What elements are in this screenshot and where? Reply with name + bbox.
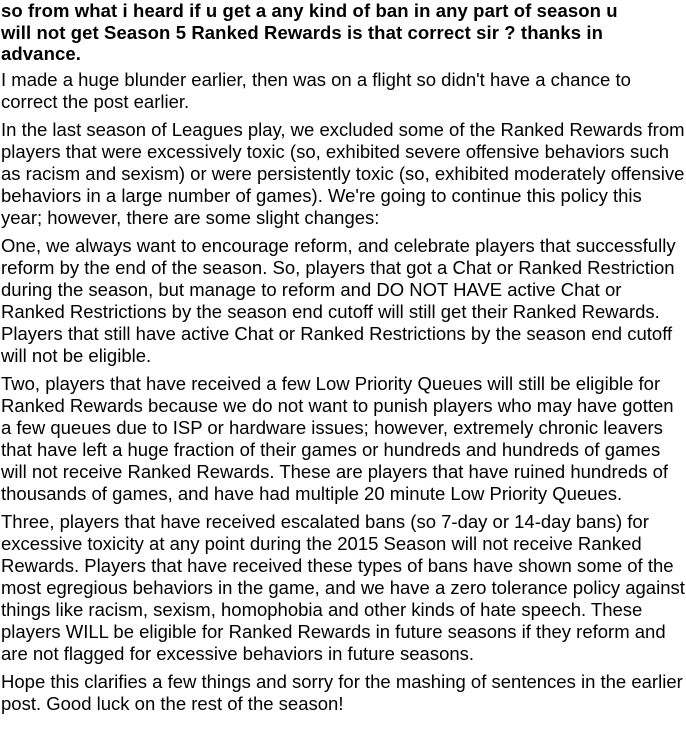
answer-paragraph-policy-intro: In the last season of Leagues play, we excluded some of the Ranked Rewards from players that were excessively toxic (so, exhibited severe offensive behaviors such as racism and sexism) or were persistently toxic (so, exhibited moderately offensive behaviors in a large number of games). We're going to continue this policy this year; however, there are some slight changes:: [1, 118, 685, 228]
post-question-title: so from what i heard if u get a any kind of ban in any part of season u will not get Season 5 Ranked Rewards is that correct sir ? thanks in advance.: [1, 0, 618, 64]
answer-paragraph-closing: Hope this clarifies a few things and sorry for the mashing of sentences in the earlier post. Good luck on the rest of the season!: [1, 670, 683, 714]
answer-paragraph-escalated-bans: Three, players that have received escalated bans (so 7-day or 14-day bans) for excessive toxicity at any point during the 2015 Season will not receive Ranked Rewards. Players that have received these types of bans have shown some of the most egregious behaviors in the game, and we have a zero tolerance policy against things like racism, sexism, homophobia and other kinds of hate speech. These players WILL be eligible for Ranked Rewards in future seasons if they reform and are not flagged for excessive behaviors in future seasons.: [1, 510, 685, 664]
answer-paragraph-low-priority: Two, players that have received a few Low Priority Queues will still be eligible for Ranked Rewards because we do not want to punish players who may have gotten a few queues due to ISP or hardware issues; however, extremely chronic leavers that have left a huge fraction of their games or hundreds and hundreds of games will not receive Ranked Rewards. These are players that have ruined hundreds of thousands of games, and have had multiple 20 minute Low Priority Queues.: [1, 372, 674, 504]
answer-paragraph-correction: I made a huge blunder earlier, then was on a flight so didn't have a chance to correct the post earlier.: [1, 68, 631, 112]
post-answer-body: [1, 69, 686, 715]
answer-paragraph-reform: One, we always want to encourage reform, and celebrate players that successfully reform by the end of the season. So, players that got a Chat or Ranked Restriction during the season, but manage to reform and DO NOT HAVE active Chat or Ranked Restrictions by the season end cutoff will still get their Ranked Rewards. Players that still have active Chat or Ranked Restrictions by the season end cutoff will not be eligible.: [1, 234, 676, 366]
